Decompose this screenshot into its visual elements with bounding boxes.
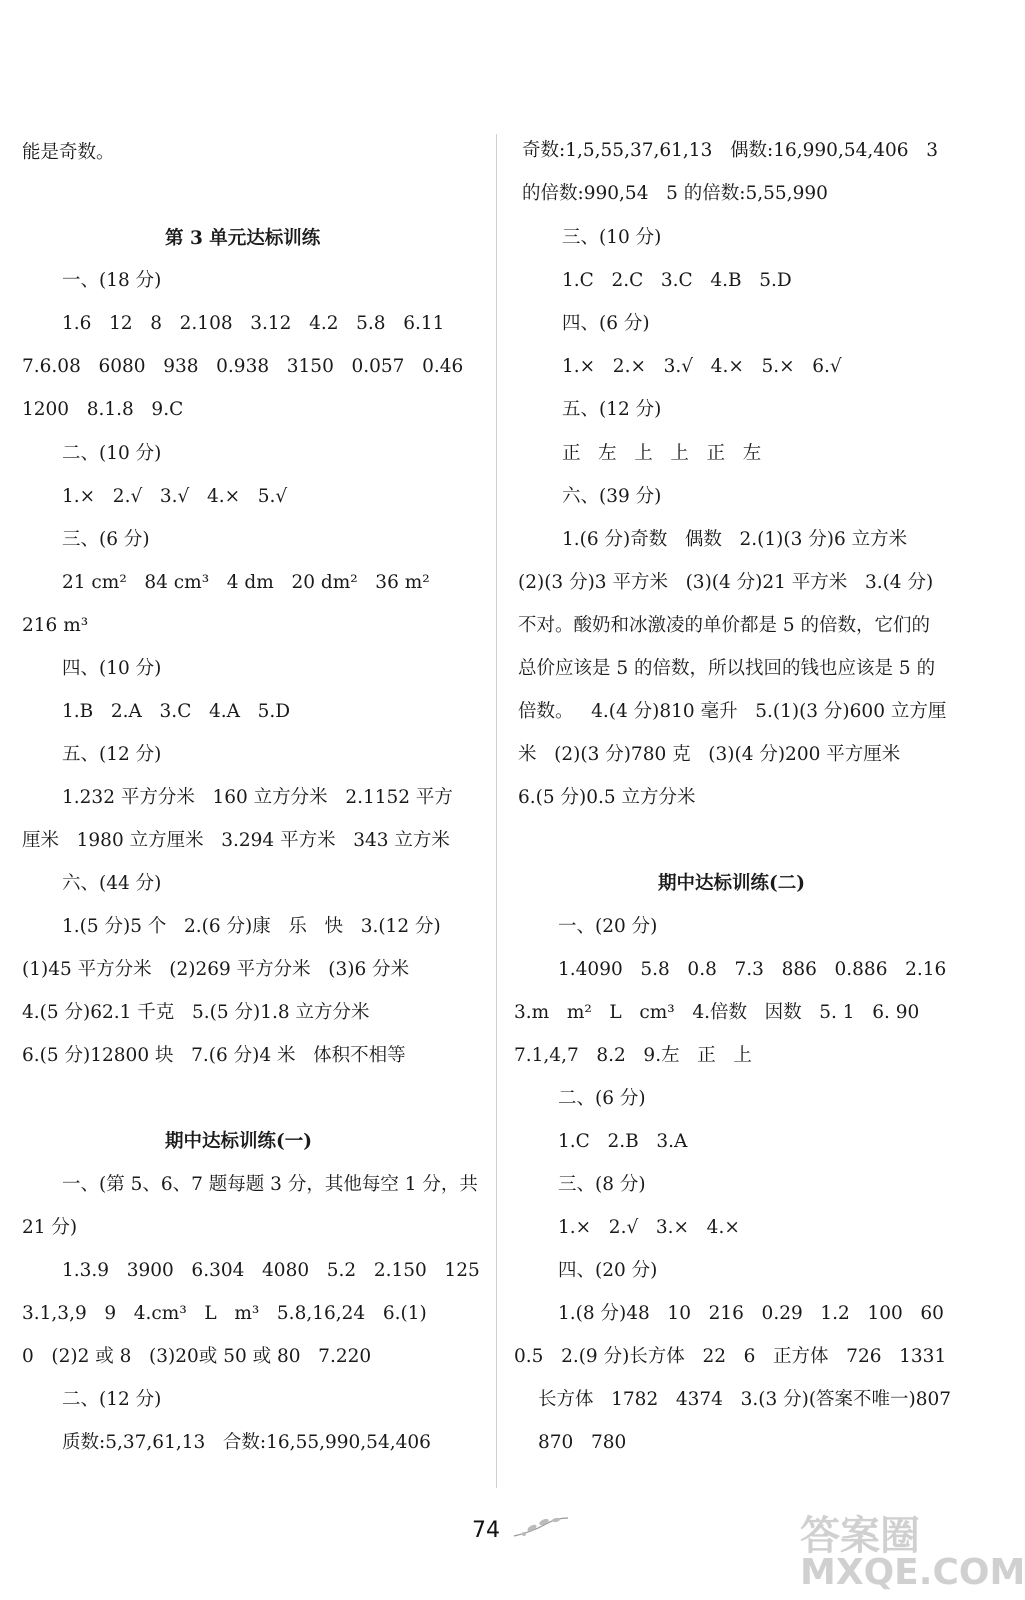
- text-line: 6.(5 分)12800 块 7.(6 分)4 米 体积不相等: [22, 1045, 406, 1066]
- text-line: 的倍数:990,54 5 的倍数:5,55,990: [522, 183, 828, 204]
- text-line: 总价应该是 5 的倍数，所以找回的钱也应该是 5 的: [518, 658, 936, 679]
- text-line: (2)(3 分)3 平方米 (3)(4 分)21 平方米 3.(4 分): [518, 572, 934, 593]
- text-line: 五、(12 分): [62, 744, 162, 765]
- text-line: 四、(10 分): [62, 658, 162, 679]
- text-line: 二、(6 分): [558, 1088, 646, 1109]
- text-line: 21 cm² 84 cm³ 4 dm 20 dm² 36 m²: [62, 572, 430, 593]
- text-line: 一、(20 分): [558, 916, 658, 937]
- text-line: 1.B 2.A 3.C 4.A 5.D: [62, 701, 291, 722]
- page-number: 74: [472, 1518, 500, 1543]
- text-line: 四、(20 分): [558, 1260, 658, 1281]
- text-line: 1.× 2.× 3.√ 4.× 5.× 6.√: [562, 356, 842, 377]
- text-line: 能是奇数。: [22, 142, 115, 163]
- watermark-logo: 答案圈: [800, 1513, 920, 1559]
- text-line: 870 780: [538, 1432, 627, 1453]
- text-line: 7.1,4,7 8.2 9.左 正 上: [514, 1045, 752, 1066]
- column-divider: [496, 134, 497, 1488]
- text-line: 一、(第 5、6、7 题每题 3 分，其他每空 1 分，共: [62, 1174, 478, 1195]
- text-line: 长方体 1782 4374 3.(3 分)(答案不唯一)807: [538, 1389, 952, 1410]
- text-line: 1200 8.1.8 9.C: [22, 399, 184, 420]
- text-line: 21 分): [22, 1217, 78, 1238]
- text-line: 1.C 2.C 3.C 4.B 5.D: [562, 270, 792, 291]
- text-line: 1.C 2.B 3.A: [558, 1131, 688, 1152]
- text-line: 6.(5 分)0.5 立方分米: [518, 787, 696, 808]
- text-line: 7.6.08 6080 938 0.938 3150 0.057 0.46: [22, 356, 464, 377]
- text-line: 三、(10 分): [562, 227, 662, 248]
- text-line: 四、(6 分): [562, 313, 650, 334]
- text-line: 三、(6 分): [62, 529, 150, 550]
- text-line: 厘米 1980 立方厘米 3.294 平方米 343 立方米: [22, 830, 450, 851]
- text-line: 0.5 2.(9 分)长方体 22 6 正方体 726 1331: [514, 1346, 947, 1367]
- section-title: 第 3 单元达标训练: [165, 228, 321, 249]
- text-line: 1.(5 分)5 个 2.(6 分)康 乐 快 3.(12 分): [62, 916, 441, 937]
- text-line: 二、(10 分): [62, 443, 162, 464]
- text-line: 倍数。 4.(4 分)810 毫升 5.(1)(3 分)600 立方厘: [518, 701, 947, 722]
- text-line: 1.232 平方分米 160 立方分米 2.1152 平方: [62, 787, 453, 808]
- text-line: 1.3.9 3900 6.304 4080 5.2 2.150 125: [62, 1260, 480, 1281]
- section-title: 期中达标训练(二): [658, 873, 806, 894]
- text-line: 一、(18 分): [62, 270, 162, 291]
- text-line: 4.(5 分)62.1 千克 5.(5 分)1.8 立方分米: [22, 1002, 370, 1023]
- text-line: 奇数:1,5,55,37,61,13 偶数:16,990,54,406 3: [522, 140, 938, 161]
- text-line: 正 左 上 上 正 左: [562, 443, 762, 464]
- leaf-sprig-icon: [512, 1514, 572, 1542]
- text-line: 1.× 2.√ 3.√ 4.× 5.√: [62, 486, 288, 507]
- text-line: 六、(39 分): [562, 486, 662, 507]
- text-line: 1.(6 分)奇数 偶数 2.(1)(3 分)6 立方米: [562, 529, 908, 550]
- text-line: 1.4090 5.8 0.8 7.3 886 0.886 2.16: [558, 959, 947, 980]
- text-line: 三、(8 分): [558, 1174, 646, 1195]
- text-line: 质数:5,37,61,13 合数:16,55,990,54,406: [62, 1432, 431, 1453]
- text-line: 1.(8 分)48 10 216 0.29 1.2 100 60: [558, 1303, 944, 1324]
- text-line: (1)45 平方分米 (2)269 平方分米 (3)6 分米: [22, 959, 410, 980]
- text-line: 3.1,3,9 9 4.cm³ L m³ 5.8,16,24 6.(1): [22, 1303, 427, 1324]
- text-line: 五、(12 分): [562, 399, 662, 420]
- text-line: 米 (2)(3 分)780 克 (3)(4 分)200 平方厘米: [518, 744, 901, 765]
- text-line: 3.m m² L cm³ 4.倍数 因数 5. 1 6. 90: [514, 1002, 920, 1023]
- text-line: 不对。酸奶和冰激凌的单价都是 5 的倍数，它们的: [518, 615, 931, 636]
- text-line: 0 (2)2 或 8 (3)20或 50 或 80 7.220: [22, 1346, 372, 1367]
- text-line: 216 m³: [22, 615, 89, 636]
- text-line: 六、(44 分): [62, 873, 162, 894]
- text-line: 1.6 12 8 2.108 3.12 4.2 5.8 6.11: [62, 313, 445, 334]
- text-line: 二、(12 分): [62, 1389, 162, 1410]
- section-title: 期中达标训练(一): [165, 1131, 313, 1152]
- text-line: 1.× 2.√ 3.× 4.×: [558, 1217, 740, 1238]
- watermark-url: MXQE.COM: [800, 1552, 1025, 1593]
